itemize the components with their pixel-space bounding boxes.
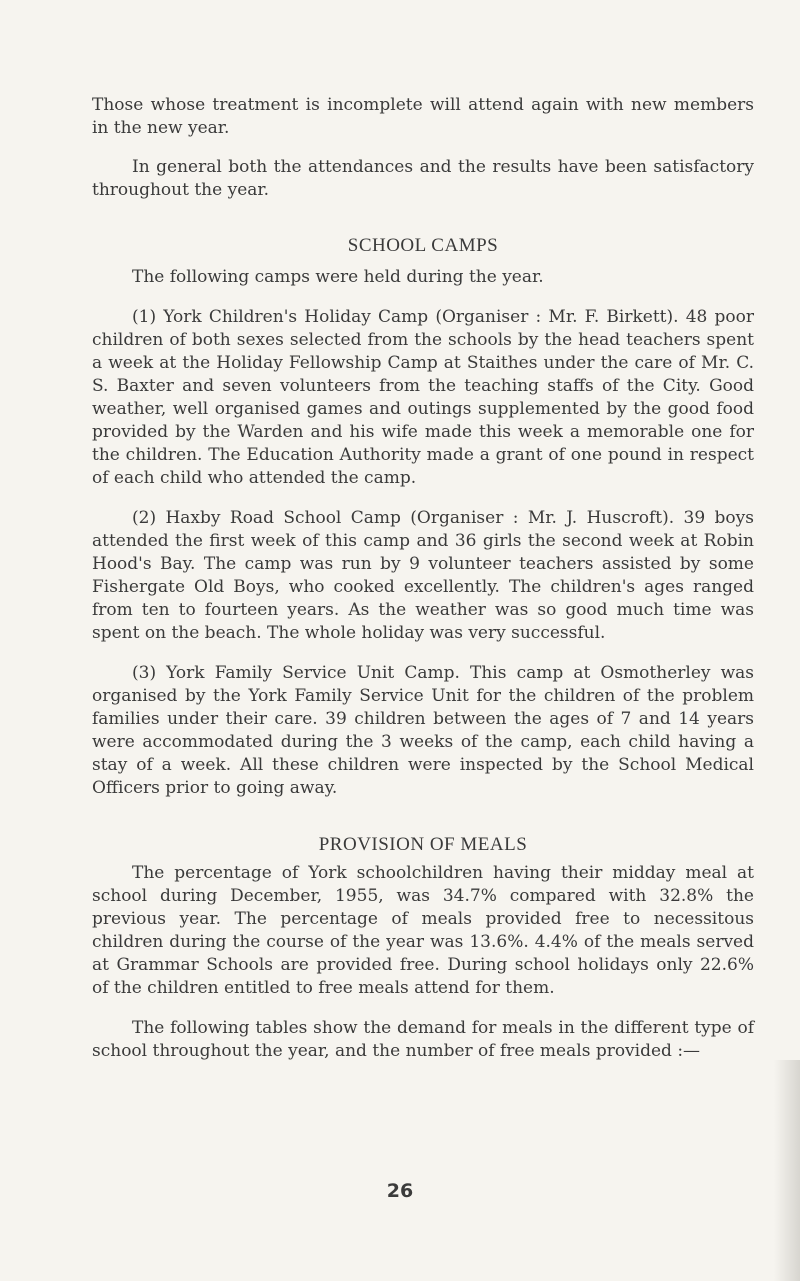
camp-item-2: (2) Haxby Road School Camp (Organiser : Mr. J. Huscroft). 39 boys attended the first week of this camp and 36 girls the second week at Robin Hood's Bay. The camp was run by 9 volunteer teachers assisted by some Fishergate Old Boys, who cooked excellently. The children's ages ranged from ten to fourteen years. As the weather was so good much time was spent on the beach. The whole holiday was very successful.: [92, 508, 754, 643]
intro-paragraph-1: Those whose treatment is incomplete will attend again with new members in the new year.: [92, 95, 754, 138]
camp-item-3: (3) York Family Service Unit Camp. This camp at Osmotherley was organised by the York Family Service Unit for the children of the problem families under their care. 39 children between the ages of 7 and 14 years were accommodated during the 3 weeks of the camp, each child having a stay of a week. All these children were inspected by the School Medical Officers prior to going away.: [92, 663, 754, 798]
camp-item-1: (1) York Children's Holiday Camp (Organiser : Mr. F. Birkett). 48 poor children of both sexes selected from the schools by the head teachers spent a week at the Holiday Fellowship Camp at Staithes under the care of Mr. C. S. Baxter and seven volunteers from the teaching staffs of the City. Good weather, well organised games and outings supplemented by the good food provided by the Warden and his wife made this week a memorable one for the children. The Education Authority made a grant of one pound in respect of each child who attended the camp.: [92, 307, 754, 488]
document-page: [92, 94, 754, 1063]
school-camps-heading: SCHOOL CAMPS: [347, 235, 499, 256]
provision-of-meals-heading: PROVISION OF MEALS: [318, 834, 528, 855]
page-edge-shadow: [774, 1060, 800, 1281]
intro-paragraph-2: In general both the attendances and the results have been satisfactory throughout the year.: [92, 157, 754, 200]
page-number: 26: [386, 1180, 414, 1202]
school-camps-lead: The following camps were held during the year.: [132, 267, 544, 287]
meals-paragraph-2: The following tables show the demand for meals in the different type of school throughout the year, and the number of free meals provided :—: [92, 1018, 754, 1061]
meals-paragraph-1: The percentage of York schoolchildren having their midday meal at school during December, 1955, was 34.7% compared with 32.8% the previous year. The percentage of meals provided free to necessitous children during the course of the year was 13.6%. 4.4% of the meals served at Grammar Schools are provided free. During school holidays only 22.6% of the children entitled to free meals attend for them.: [92, 863, 754, 998]
